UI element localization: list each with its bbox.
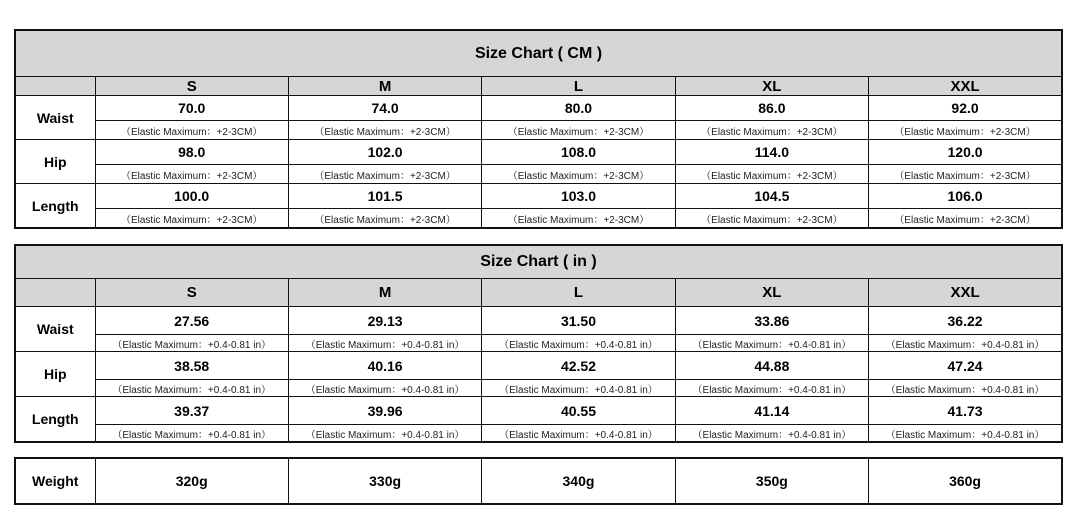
size-chart-in-table <box>14 244 1063 443</box>
value-cell: 86.0 <box>675 96 868 121</box>
elastic-note: （Elastic Maximum：+0.4-0.81 in） <box>288 335 481 352</box>
elastic-note: （Elastic Maximum：+0.4-0.81 in） <box>288 425 481 443</box>
elastic-note: （Elastic Maximum：+0.4-0.81 in） <box>675 380 868 397</box>
row-label-weight: Weight <box>15 458 95 504</box>
size-chart-cm-title: Size Chart ( CM ) <box>15 30 1062 77</box>
value-cell: 39.37 <box>95 397 288 425</box>
table-row <box>15 352 1062 380</box>
weight-table <box>14 457 1063 505</box>
weight-value: 330g <box>288 458 481 504</box>
table-row <box>15 184 1062 209</box>
elastic-note: （Elastic Maximum：+0.4-0.81 in） <box>95 335 288 352</box>
row-label-waist: Waist <box>15 96 95 140</box>
size-header-xl: XL <box>675 77 868 96</box>
value-cell: 103.0 <box>482 184 675 209</box>
elastic-note: （Elastic Maximum：+2-3CM） <box>288 209 481 229</box>
size-header-row <box>15 77 1062 96</box>
value-cell: 47.24 <box>869 352 1062 380</box>
value-cell: 40.55 <box>482 397 675 425</box>
weight-value: 360g <box>869 458 1062 504</box>
header-corner-cell <box>15 279 95 307</box>
value-cell: 114.0 <box>675 140 868 165</box>
elastic-note: （Elastic Maximum：+2-3CM） <box>482 209 675 229</box>
value-cell: 70.0 <box>95 96 288 121</box>
value-cell: 42.52 <box>482 352 675 380</box>
value-cell: 38.58 <box>95 352 288 380</box>
value-cell: 39.96 <box>288 397 481 425</box>
size-header-s: S <box>95 279 288 307</box>
row-label-hip: Hip <box>15 352 95 397</box>
size-header-xxl: XXL <box>869 77 1062 96</box>
value-cell: 92.0 <box>869 96 1062 121</box>
size-header-m: M <box>288 77 481 96</box>
size-header-xl: XL <box>675 279 868 307</box>
elastic-note: （Elastic Maximum：+0.4-0.81 in） <box>288 380 481 397</box>
value-cell: 74.0 <box>288 96 481 121</box>
value-cell: 100.0 <box>95 184 288 209</box>
elastic-note: （Elastic Maximum：+0.4-0.81 in） <box>95 425 288 443</box>
note-row <box>15 335 1062 352</box>
elastic-note: （Elastic Maximum：+2-3CM） <box>675 209 868 229</box>
size-chart-cm-table <box>14 29 1063 229</box>
table-row <box>15 96 1062 121</box>
value-cell: 27.56 <box>95 307 288 335</box>
size-header-row <box>15 279 1062 307</box>
value-cell: 31.50 <box>482 307 675 335</box>
elastic-note: （Elastic Maximum：+0.4-0.81 in） <box>869 425 1062 443</box>
table-row <box>15 397 1062 425</box>
elastic-note: （Elastic Maximum：+2-3CM） <box>482 121 675 140</box>
weight-value: 350g <box>675 458 868 504</box>
note-row <box>15 380 1062 397</box>
elastic-note: （Elastic Maximum：+0.4-0.81 in） <box>482 425 675 443</box>
elastic-note: （Elastic Maximum：+2-3CM） <box>95 165 288 184</box>
elastic-note: （Elastic Maximum：+0.4-0.81 in） <box>482 335 675 352</box>
note-row <box>15 165 1062 184</box>
note-row <box>15 425 1062 443</box>
value-cell: 33.86 <box>675 307 868 335</box>
elastic-note: （Elastic Maximum：+0.4-0.81 in） <box>95 380 288 397</box>
elastic-note: （Elastic Maximum：+0.4-0.81 in） <box>675 425 868 443</box>
size-header-xxl: XXL <box>869 279 1062 307</box>
value-cell: 120.0 <box>869 140 1062 165</box>
value-cell: 104.5 <box>675 184 868 209</box>
weight-value: 340g <box>482 458 675 504</box>
elastic-note: （Elastic Maximum：+2-3CM） <box>869 165 1062 184</box>
elastic-note: （Elastic Maximum：+0.4-0.81 in） <box>482 380 675 397</box>
elastic-note: （Elastic Maximum：+2-3CM） <box>95 209 288 229</box>
size-header-s: S <box>95 77 288 96</box>
value-cell: 98.0 <box>95 140 288 165</box>
elastic-note: （Elastic Maximum：+2-3CM） <box>675 165 868 184</box>
row-label-hip: Hip <box>15 140 95 184</box>
table-row <box>15 140 1062 165</box>
size-chart-in-title: Size Chart ( in ) <box>15 245 1062 279</box>
value-cell: 44.88 <box>675 352 868 380</box>
elastic-note: （Elastic Maximum：+0.4-0.81 in） <box>675 335 868 352</box>
elastic-note: （Elastic Maximum：+2-3CM） <box>675 121 868 140</box>
size-header-l: L <box>482 77 675 96</box>
value-cell: 29.13 <box>288 307 481 335</box>
size-header-m: M <box>288 279 481 307</box>
note-row <box>15 121 1062 140</box>
elastic-note: （Elastic Maximum：+0.4-0.81 in） <box>869 335 1062 352</box>
elastic-note: （Elastic Maximum：+2-3CM） <box>482 165 675 184</box>
elastic-note: （Elastic Maximum：+2-3CM） <box>869 121 1062 140</box>
value-cell: 36.22 <box>869 307 1062 335</box>
weight-row <box>15 458 1062 504</box>
row-label-waist: Waist <box>15 307 95 352</box>
row-label-length: Length <box>15 184 95 229</box>
elastic-note: （Elastic Maximum：+2-3CM） <box>95 121 288 140</box>
table-row <box>15 307 1062 335</box>
value-cell: 106.0 <box>869 184 1062 209</box>
value-cell: 108.0 <box>482 140 675 165</box>
row-label-length: Length <box>15 397 95 443</box>
header-corner-cell <box>15 77 95 96</box>
weight-value: 320g <box>95 458 288 504</box>
elastic-note: （Elastic Maximum：+2-3CM） <box>869 209 1062 229</box>
value-cell: 80.0 <box>482 96 675 121</box>
value-cell: 102.0 <box>288 140 481 165</box>
value-cell: 41.73 <box>869 397 1062 425</box>
note-row <box>15 209 1062 229</box>
value-cell: 40.16 <box>288 352 481 380</box>
size-header-l: L <box>482 279 675 307</box>
value-cell: 41.14 <box>675 397 868 425</box>
elastic-note: （Elastic Maximum：+2-3CM） <box>288 165 481 184</box>
elastic-note: （Elastic Maximum：+2-3CM） <box>288 121 481 140</box>
value-cell: 101.5 <box>288 184 481 209</box>
elastic-note: （Elastic Maximum：+0.4-0.81 in） <box>869 380 1062 397</box>
